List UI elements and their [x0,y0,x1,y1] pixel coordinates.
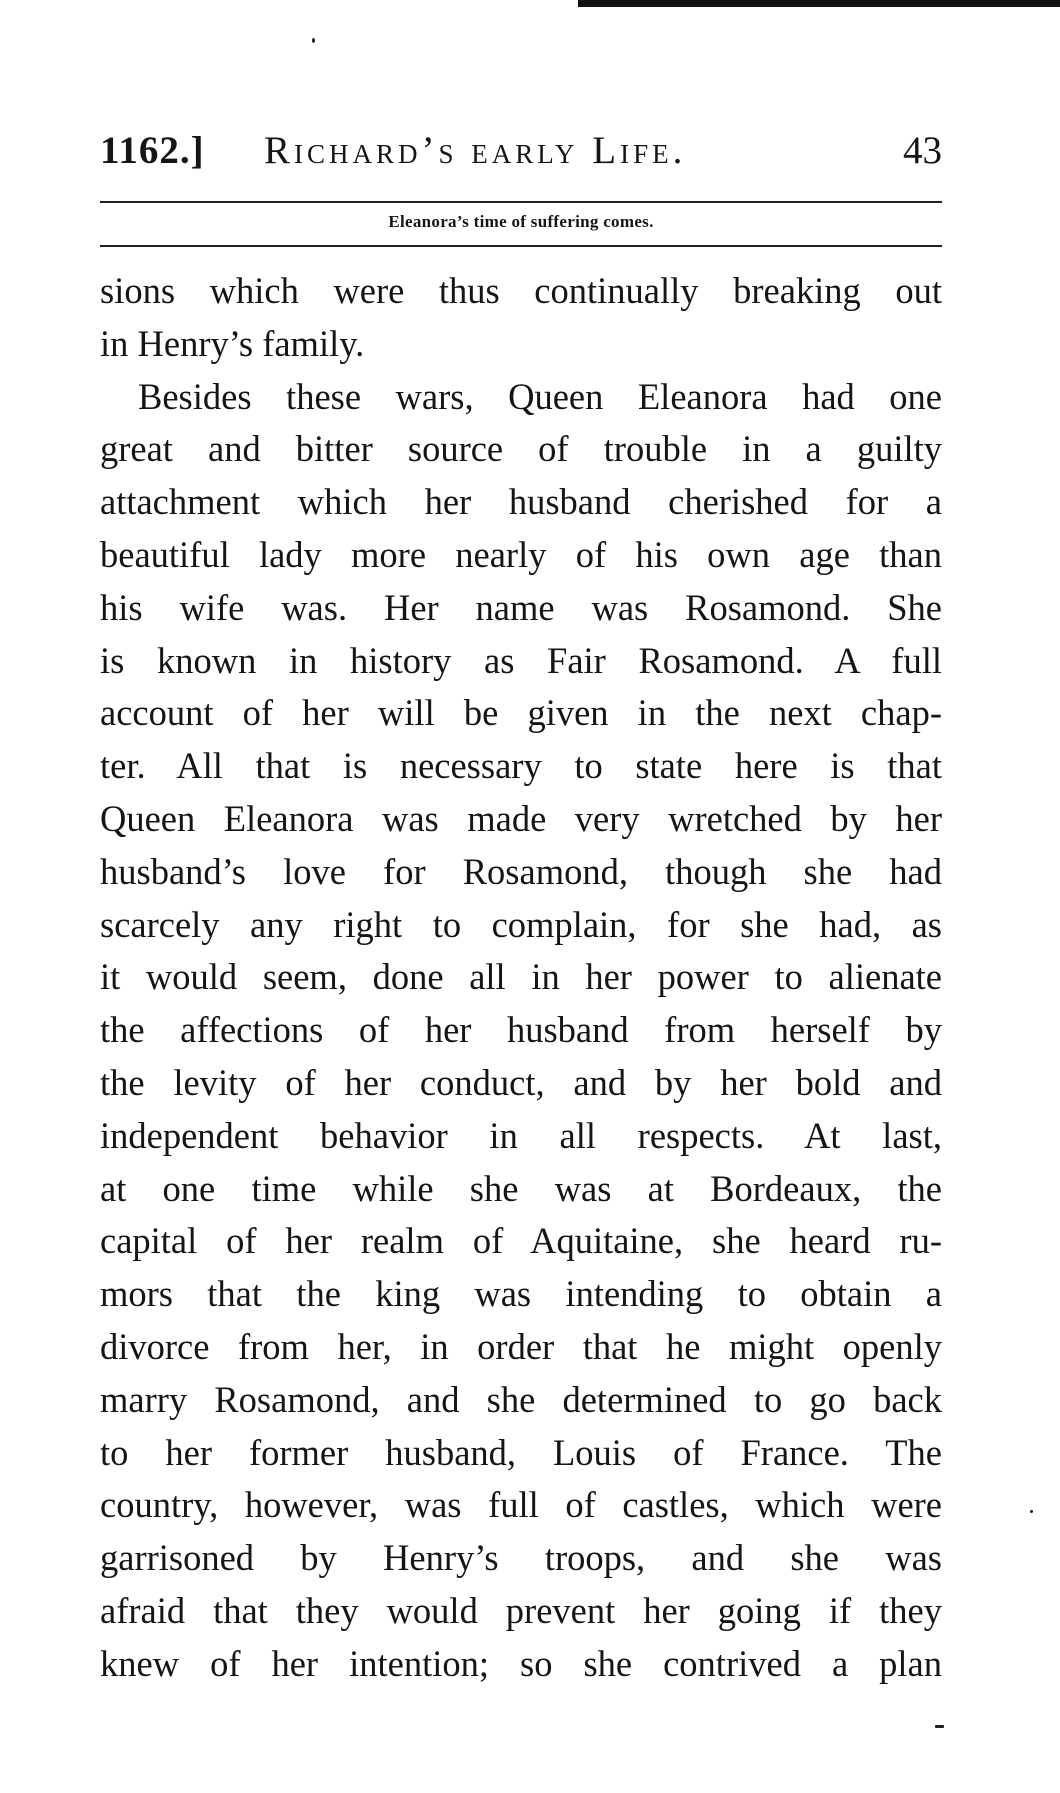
text-line: garrisoned by Henry’s troops, and she was [100,1537,942,1579]
text-line: country, however, was full of castles, which were [100,1484,942,1526]
text-line: capital of her realm of Aquitaine, she heard ru- [100,1220,942,1262]
running-title: Richard’s early Life. [264,129,687,172]
page-number: 43 [903,129,942,172]
text-line: knew of her intention; so she contrived a plan [100,1642,942,1684]
text-line: divorce from her, in order that he might openly [100,1325,942,1367]
top-edge-rule [578,0,1060,7]
text-line: Besides these wars, Queen Eleanora had one [138,375,942,417]
text-line: his wife was. Her name was Rosamond. She [100,586,942,628]
text-line: independent behavior in all respects. At last, [100,1114,942,1156]
text-line: at one time while she was at Bordeaux, the [100,1167,942,1209]
text-line: account of her will be given in the next chap- [100,692,942,734]
text-line: scarcely any right to complain, for she had, as [100,903,942,945]
text-line: sions which were thus continually breaking out [100,270,942,311]
text-line: attachment which her husband cherished for a [100,481,942,523]
text-line: the affections of her husband from herself by [100,1009,942,1051]
section-subheading: Eleanora’s time of suffering comes. [388,212,654,231]
subheading-rule [100,245,942,247]
text-line: beautiful lady more nearly of his own age than [100,533,942,575]
body-text [100,265,942,1691]
header-year: 1162.] [100,129,205,172]
text-line: is known in history as Fair Rosamond. A full [100,639,942,681]
text-line: the levity of her conduct, and by her bold and [100,1061,942,1103]
header-rule [100,201,942,203]
text-line: ter. All that is necessary to state here is that [100,745,942,787]
text-line: to her former husband, Louis of France. The [100,1431,942,1473]
text-line: Queen Eleanora was made very wretched by her [100,797,942,839]
running-header [100,128,942,178]
text-line: it would seem, done all in her power to alienate [100,956,942,998]
text-line: husband’s love for Rosamond, though she had [100,850,942,892]
text-line: in Henry’s family. [100,322,365,364]
ink-speck [935,1725,944,1728]
text-line: afraid that they would prevent her going if they [100,1589,942,1631]
text-line: great and bitter source of trouble in a guilty [100,428,942,470]
ink-speck [1030,1510,1033,1513]
text-line: marry Rosamond, and she determined to go back [100,1378,942,1420]
text-line: mors that the king was intending to obtain a [100,1273,942,1315]
ink-speck [312,38,315,43]
